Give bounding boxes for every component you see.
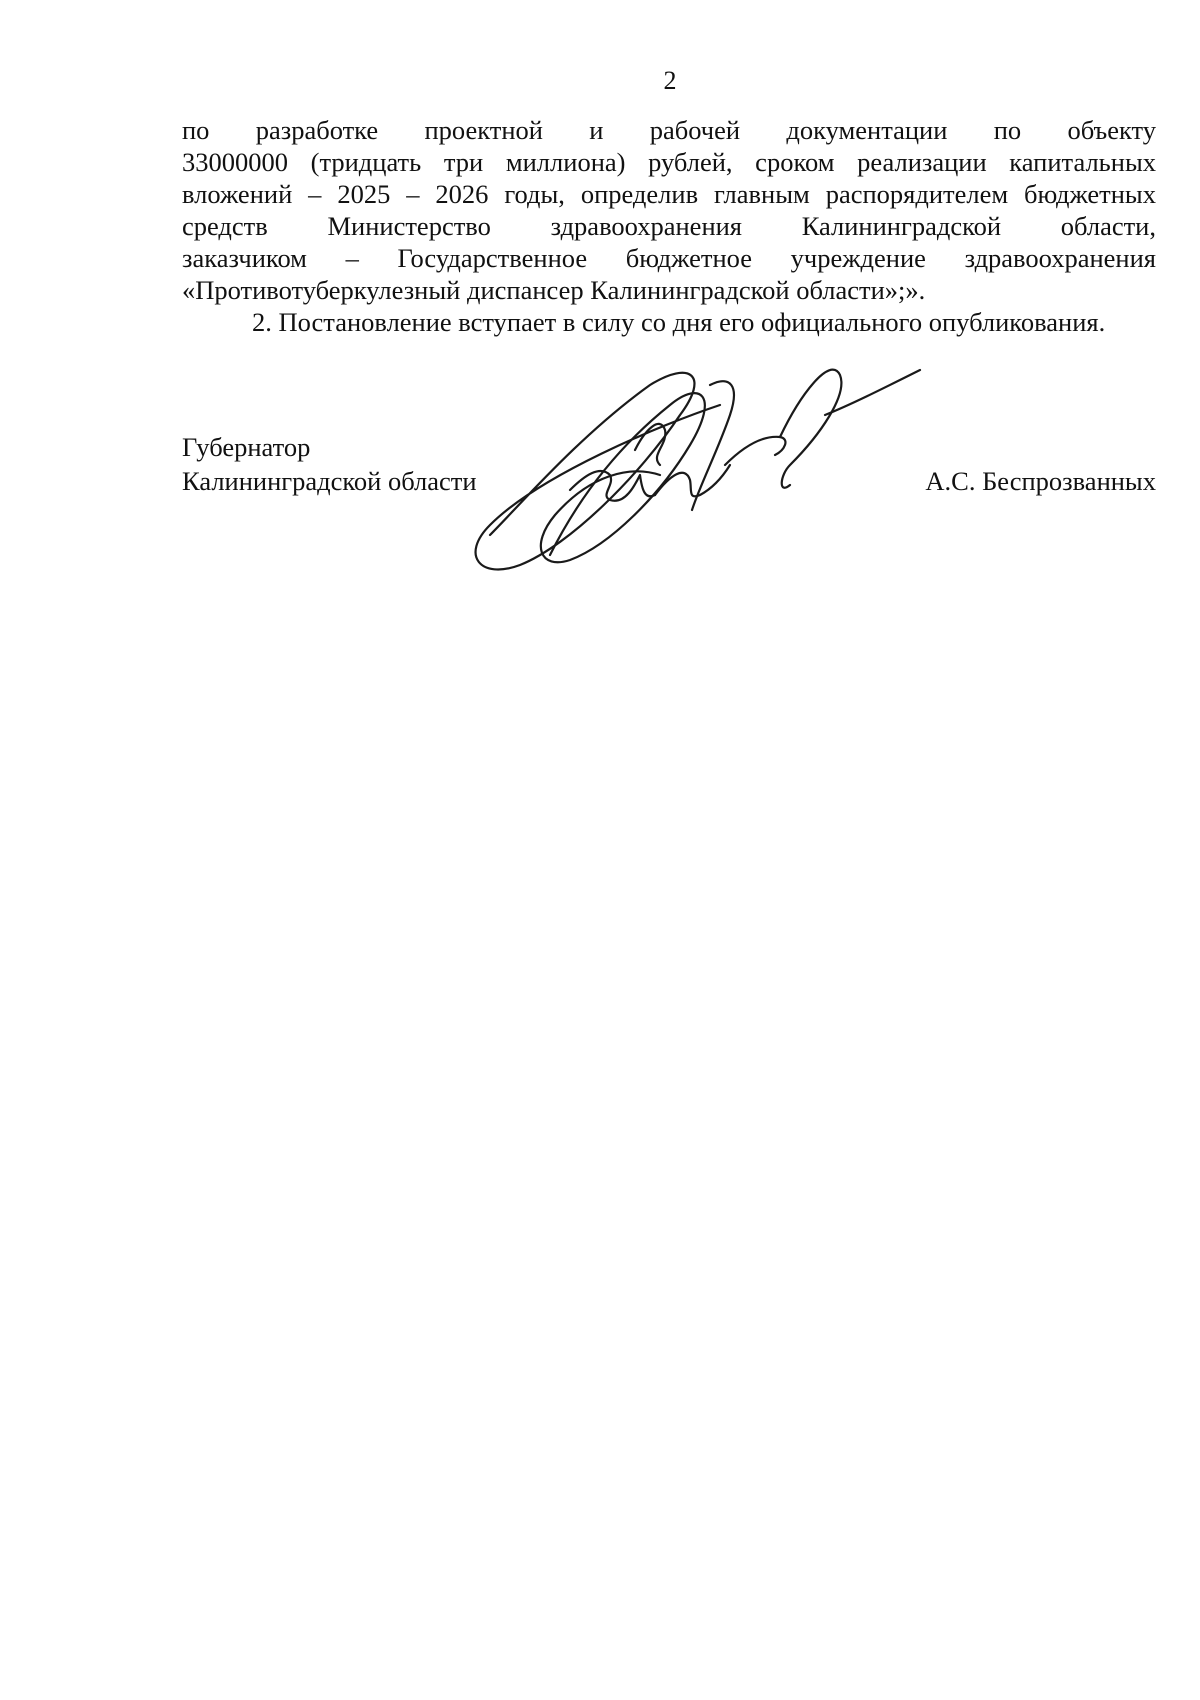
page-number: 2 <box>663 66 677 95</box>
paragraph-1-line: средств Министерство здравоохранения Калининградской области, <box>182 211 1156 241</box>
signer-title <box>182 430 477 498</box>
paragraph-2: 2. Постановление вступает в силу со дня его официального опубликования. <box>252 307 1106 337</box>
paragraph-1-line: вложений – 2025 – 2026 годы, определив главным распорядителем бюджетных <box>182 179 1156 209</box>
signer-title-line-1: Губернатор <box>182 432 311 462</box>
paragraph-1-line: 33000000 (тридцать три миллиона) рублей, сроком реализации капитальных <box>182 147 1156 177</box>
handwritten-signature <box>460 355 980 595</box>
signer-name: А.С. Беспрозванных <box>925 466 1156 496</box>
document-body <box>182 114 1156 338</box>
paragraph-1-line: по разработке проектной и рабочей документации по объекту <box>182 115 1156 145</box>
paragraph-1-line: «Противотуберкулезный диспансер Калининградской области»;». <box>182 275 926 305</box>
paragraph-1-line: заказчиком – Государственное бюджетное учреждение здравоохранения <box>182 243 1156 273</box>
paragraph-1 <box>182 114 1156 306</box>
signer-title-line-2: Калининградской области <box>182 466 477 496</box>
